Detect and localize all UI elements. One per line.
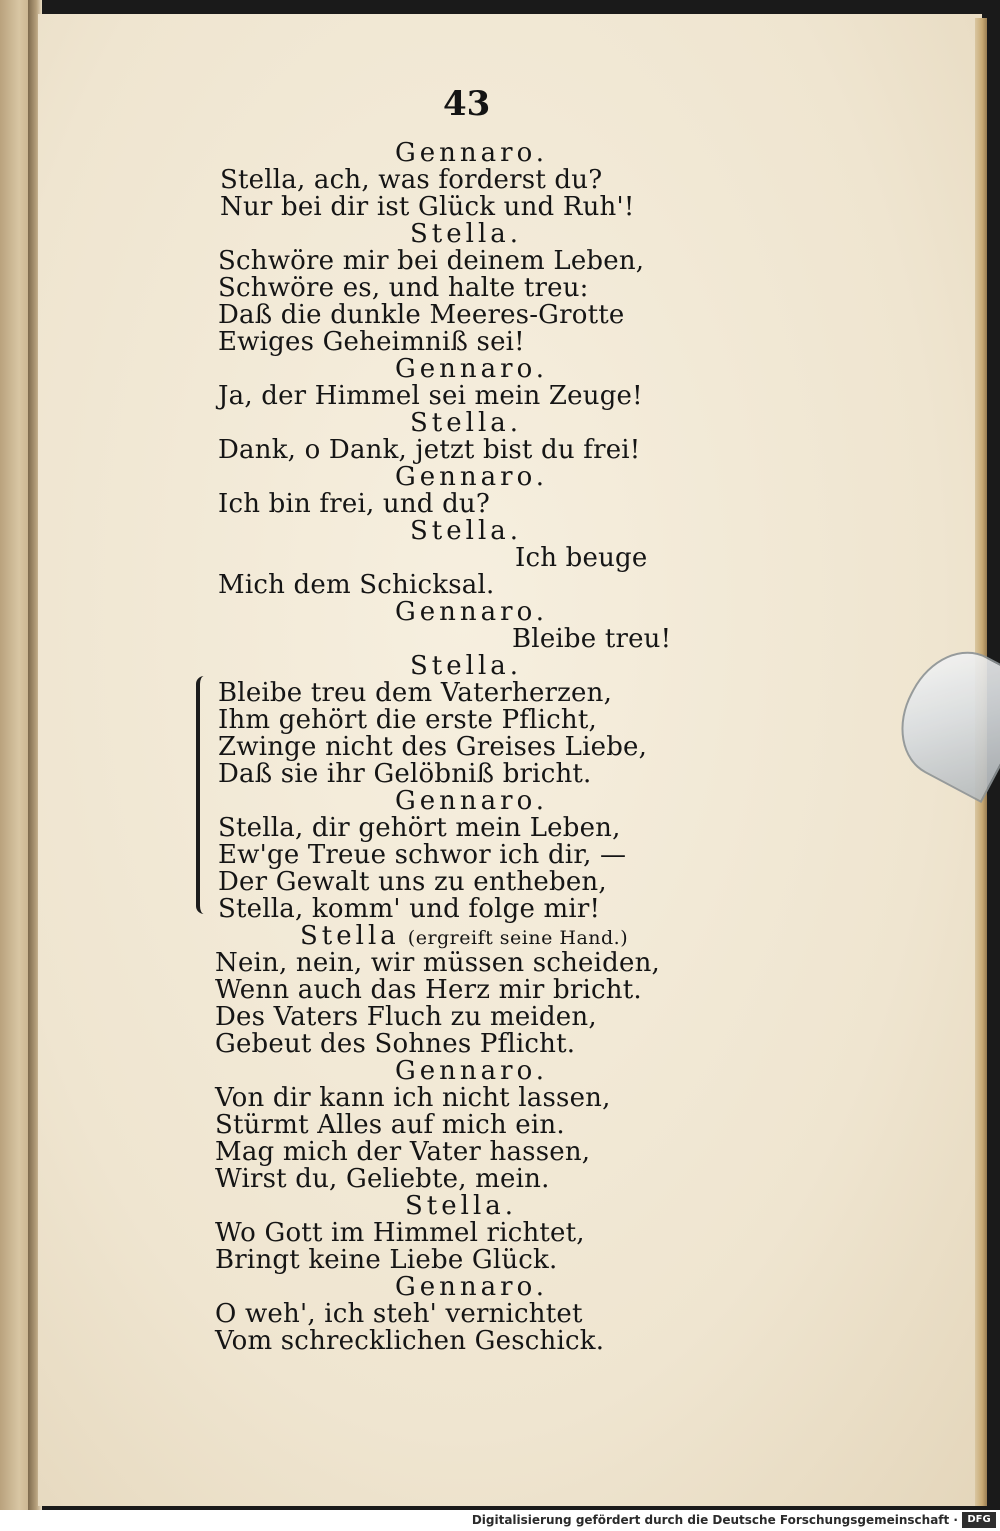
verse-text: Stella, komm' und folge mir! bbox=[218, 894, 601, 924]
speaker-name bbox=[395, 462, 548, 492]
verse-line bbox=[220, 165, 602, 195]
speaker-name bbox=[410, 651, 522, 681]
digitization-footer bbox=[0, 1510, 1000, 1531]
verse-text: Stella, dir gehört mein Leben, bbox=[218, 813, 621, 843]
verse-text: Bringt keine Liebe Glück. bbox=[215, 1245, 558, 1275]
speaker-name bbox=[410, 408, 522, 438]
verse-line bbox=[515, 543, 647, 573]
verse-line bbox=[218, 759, 592, 789]
speaker-label: Gennaro. bbox=[395, 1056, 549, 1086]
verse-text: Ew'ge Treue schwor ich dir, — bbox=[218, 840, 627, 870]
verse-line bbox=[215, 1002, 597, 1032]
verse-text: Des Vaters Fluch zu meiden, bbox=[215, 1002, 597, 1032]
speaker-label: Gennaro. bbox=[395, 462, 549, 492]
verse-line bbox=[218, 867, 607, 897]
speaker-label: Gennaro. bbox=[395, 1272, 549, 1302]
verse-line bbox=[215, 1299, 583, 1329]
verse-line bbox=[218, 327, 525, 357]
verse-line bbox=[218, 894, 600, 924]
speaker-name bbox=[395, 1272, 548, 1302]
verse-text: Stürmt Alles auf mich ein. bbox=[215, 1110, 565, 1140]
verse-text: Vom schrecklichen Geschick. bbox=[215, 1326, 605, 1356]
verse-text: Stella, ach, was forderst du? bbox=[220, 165, 603, 195]
speaker-label: Gennaro. bbox=[395, 597, 549, 627]
speaker-label: Stella bbox=[300, 921, 400, 951]
verse-text: Wo Gott im Himmel richtet, bbox=[215, 1218, 585, 1248]
dfg-logo: DFG bbox=[962, 1512, 996, 1528]
verse-text: Zwinge nicht des Greises Liebe, bbox=[218, 732, 648, 762]
verse-text: Schwöre es, und halte treu: bbox=[218, 273, 589, 303]
speaker-label: Gennaro. bbox=[395, 138, 549, 168]
verse-text: Mich dem Schicksal. bbox=[218, 570, 495, 600]
footer-credit: Digitalisierung gefördert durch die Deutsche Forschungsgemeinschaft · bbox=[471, 1513, 958, 1527]
verse-text: Nein, nein, wir müssen scheiden, bbox=[215, 948, 660, 978]
speaker-name bbox=[395, 786, 548, 816]
verse-text: Dank, o Dank, jetzt bist du frei! bbox=[218, 435, 641, 465]
speaker-name bbox=[395, 354, 548, 384]
verse-text: Ewiges Geheimniß sei! bbox=[218, 327, 525, 357]
verse-text: Daß sie ihr Gelöbniß bricht. bbox=[218, 759, 592, 789]
verse-text: O weh', ich steh' vernichtet bbox=[215, 1299, 583, 1329]
verse-line bbox=[218, 840, 626, 870]
verse-line bbox=[218, 489, 490, 519]
speaker-label: Gennaro. bbox=[395, 354, 549, 384]
verse-line bbox=[218, 705, 597, 735]
verse-line bbox=[218, 570, 494, 600]
speaker-name bbox=[395, 138, 548, 168]
verse-text: Schwöre mir bei deinem Leben, bbox=[218, 246, 645, 276]
speaker-name bbox=[410, 516, 522, 546]
verse-line bbox=[218, 246, 644, 276]
verse-text: Bleibe treu! bbox=[512, 624, 672, 654]
verse-text: Ich beuge bbox=[515, 543, 648, 573]
verse-line bbox=[215, 1218, 585, 1248]
verse-line bbox=[218, 300, 625, 330]
verse-text: Wenn auch das Herz mir bricht. bbox=[215, 975, 642, 1005]
verse-text: Mag mich der Vater hassen, bbox=[215, 1137, 591, 1167]
verse-line bbox=[512, 624, 671, 654]
verse-line bbox=[215, 948, 660, 978]
speaker-name bbox=[410, 219, 522, 249]
verse-text: Von dir kann ich nicht lassen, bbox=[215, 1083, 611, 1113]
verse-text: Gebeut des Sohnes Pflicht. bbox=[215, 1029, 576, 1059]
verse-text: Ihm gehört die erste Pflicht, bbox=[218, 705, 597, 735]
speaker-label: Stella. bbox=[410, 219, 523, 249]
speaker-label: Gennaro. bbox=[395, 786, 549, 816]
verse-line bbox=[215, 1326, 604, 1356]
speaker-name bbox=[405, 1191, 517, 1221]
speaker-label: Stella. bbox=[410, 516, 523, 546]
speaker-name bbox=[300, 921, 628, 951]
verse-line bbox=[215, 1164, 550, 1194]
speaker-name bbox=[395, 597, 548, 627]
verse-text: Ich bin frei, und du? bbox=[218, 489, 491, 519]
speaker-name bbox=[395, 1056, 548, 1086]
verse-text: Wirst du, Geliebte, mein. bbox=[215, 1164, 550, 1194]
speaker-label: Stella. bbox=[410, 408, 523, 438]
verse-line bbox=[215, 1110, 565, 1140]
verse-text: Nur bei dir ist Glück und Ruh'! bbox=[220, 192, 635, 222]
verse-brace bbox=[196, 676, 208, 914]
verse-line bbox=[215, 975, 642, 1005]
verse-text: Bleibe treu dem Vaterherzen, bbox=[218, 678, 613, 708]
verse-line bbox=[218, 732, 647, 762]
stage-direction: (ergreift seine Hand.) bbox=[407, 927, 629, 949]
verse-line bbox=[218, 435, 640, 465]
page-number: 43 bbox=[443, 84, 491, 124]
verse-line bbox=[215, 1245, 557, 1275]
verse-line bbox=[218, 813, 621, 843]
verse-line bbox=[218, 381, 643, 411]
verse-line bbox=[215, 1137, 590, 1167]
verse-line bbox=[215, 1083, 611, 1113]
verse-line bbox=[220, 192, 635, 222]
verse-line bbox=[215, 1029, 575, 1059]
speaker-label: Stella. bbox=[405, 1191, 518, 1221]
speaker-label: Stella. bbox=[410, 651, 523, 681]
verse-line bbox=[218, 678, 612, 708]
verse-text: Ja, der Himmel sei mein Zeuge! bbox=[218, 381, 643, 411]
verse-text: Der Gewalt uns zu entheben, bbox=[218, 867, 607, 897]
verse-text: Daß die dunkle Meeres-Grotte bbox=[218, 300, 625, 330]
verse-line bbox=[218, 273, 589, 303]
